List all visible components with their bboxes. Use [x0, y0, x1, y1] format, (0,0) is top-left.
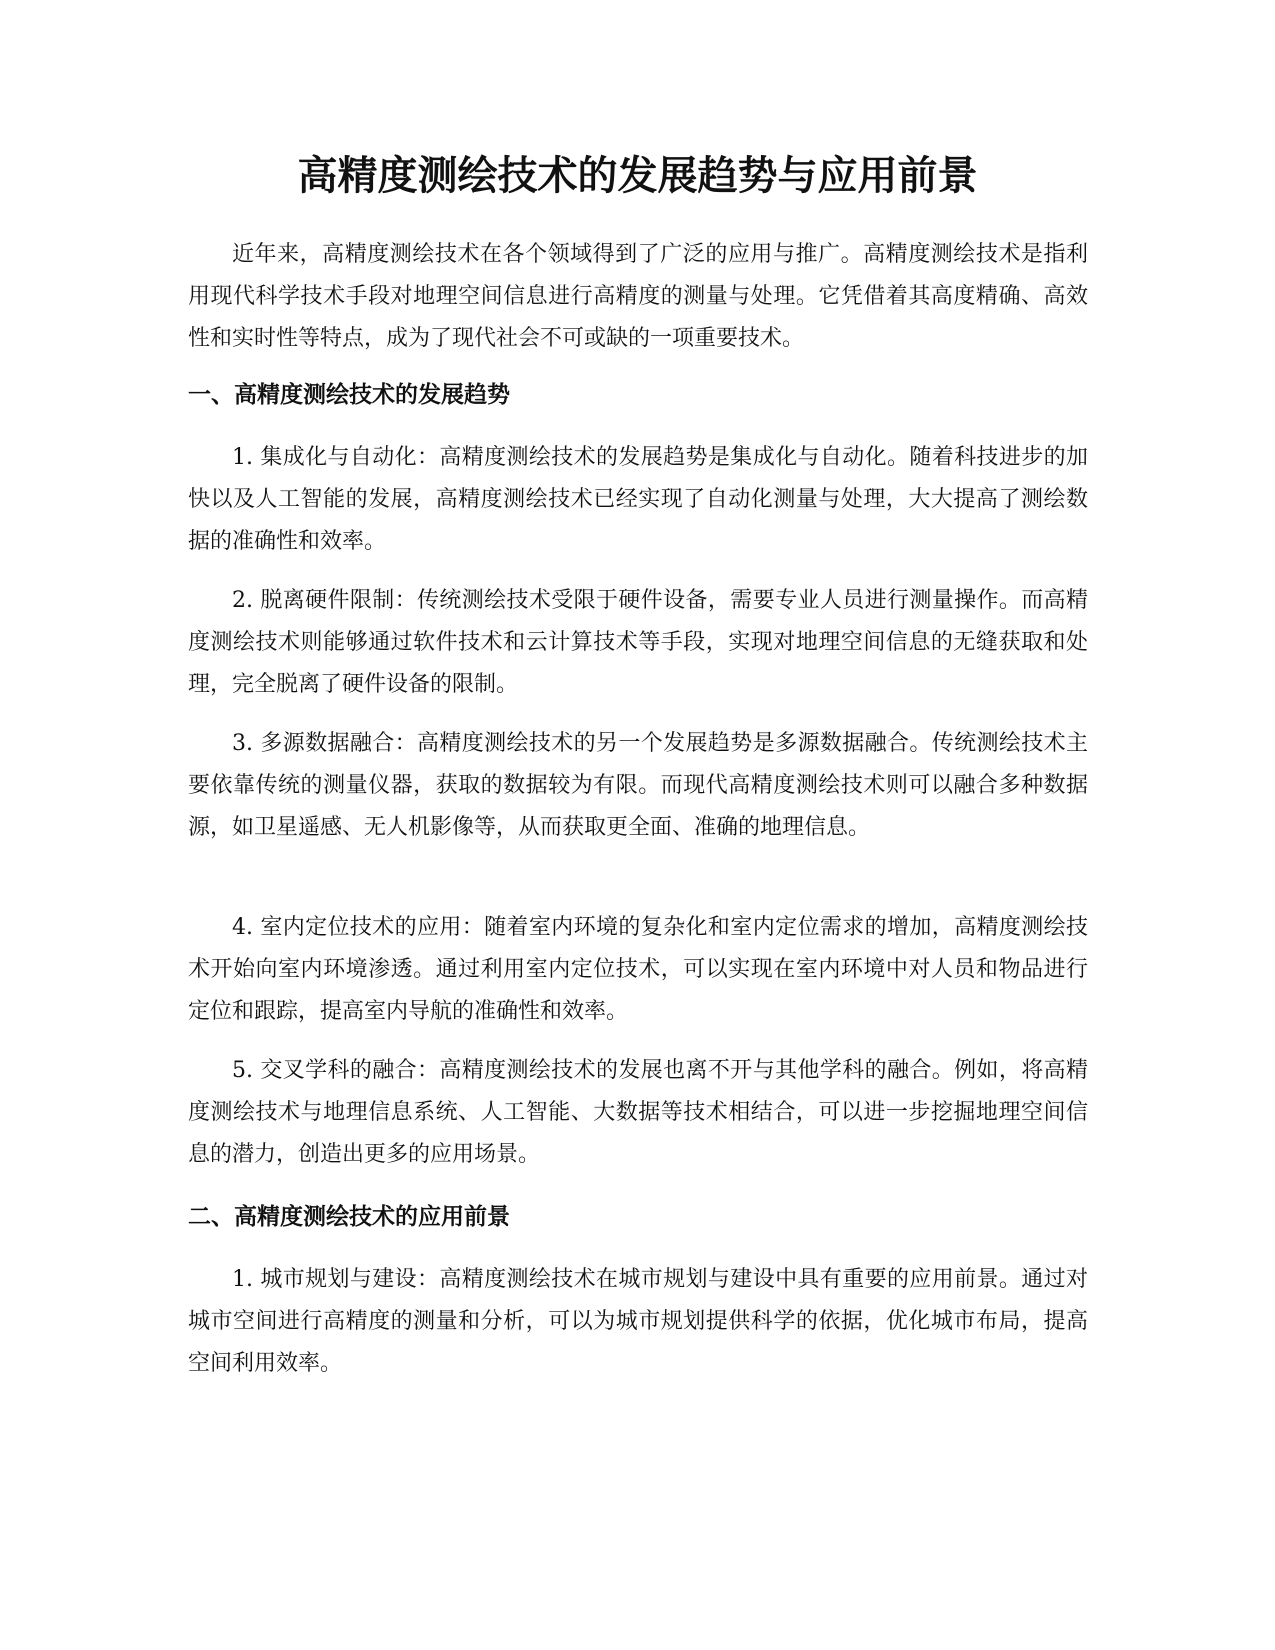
section-1-item-3: 3. 多源数据融合：高精度测绘技术的另一个发展趋势是多源数据融合。传统测绘技术主要依靠传统的测量仪器，获取的数据较为有限。而现代高精度测绘技术则可以融合多种数据源，如卫星遥感、无人机影像等，从而获取更全面、准确的地理信息。 — [188, 731, 1088, 840]
document-title: 高精度测绘技术的发展趋势与应用前景 — [297, 153, 978, 199]
section-1-item-5: 5. 交叉学科的融合：高精度测绘技术的发展也离不开与其他学科的融合。例如，将高精度测绘技术与地理信息系统、人工智能、大数据等技术相结合，可以进一步挖掘地理空间信息的潜力，创造出更多的应用场景。 — [188, 1058, 1088, 1167]
section-1-item-1: 1. 集成化与自动化：高精度测绘技术的发展趋势是集成化与自动化。随着科技进步的加快以及人工智能的发展，高精度测绘技术已经实现了自动化测量与处理，大大提高了测绘数据的准确性和效率。 — [188, 445, 1088, 554]
section-2-heading: 二、高精度测绘技术的应用前景 — [188, 1204, 510, 1230]
section-2-item-1: 1. 城市规划与建设：高精度测绘技术在城市规划与建设中具有重要的应用前景。通过对城市空间进行高精度的测量和分析，可以为城市规划提供科学的依据，优化城市布局，提高空间利用效率。 — [188, 1267, 1088, 1376]
section-1-item-4: 4. 室内定位技术的应用：随着室内环境的复杂化和室内定位需求的增加，高精度测绘技术开始向室内环境渗透。通过利用室内定位技术，可以实现在室内环境中对人员和物品进行定位和跟踪，提高室内导航的准确性和效率。 — [188, 915, 1088, 1024]
intro-paragraph: 近年来，高精度测绘技术在各个领域得到了广泛的应用与推广。高精度测绘技术是指利用现代科学技术手段对地理空间信息进行高精度的测量与处理。它凭借着其高度精确、高效性和实时性等特点，成为了现代社会不可或缺的一项重要技术。 — [188, 242, 1088, 351]
section-1-item-2: 2. 脱离硬件限制：传统测绘技术受限于硬件设备，需要专业人员进行测量操作。而高精度测绘技术则能够通过软件技术和云计算技术等手段，实现对地理空间信息的无缝获取和处理，完全脱离了硬件设备的限制。 — [188, 588, 1088, 697]
section-1-heading: 一、高精度测绘技术的发展趋势 — [188, 382, 510, 408]
